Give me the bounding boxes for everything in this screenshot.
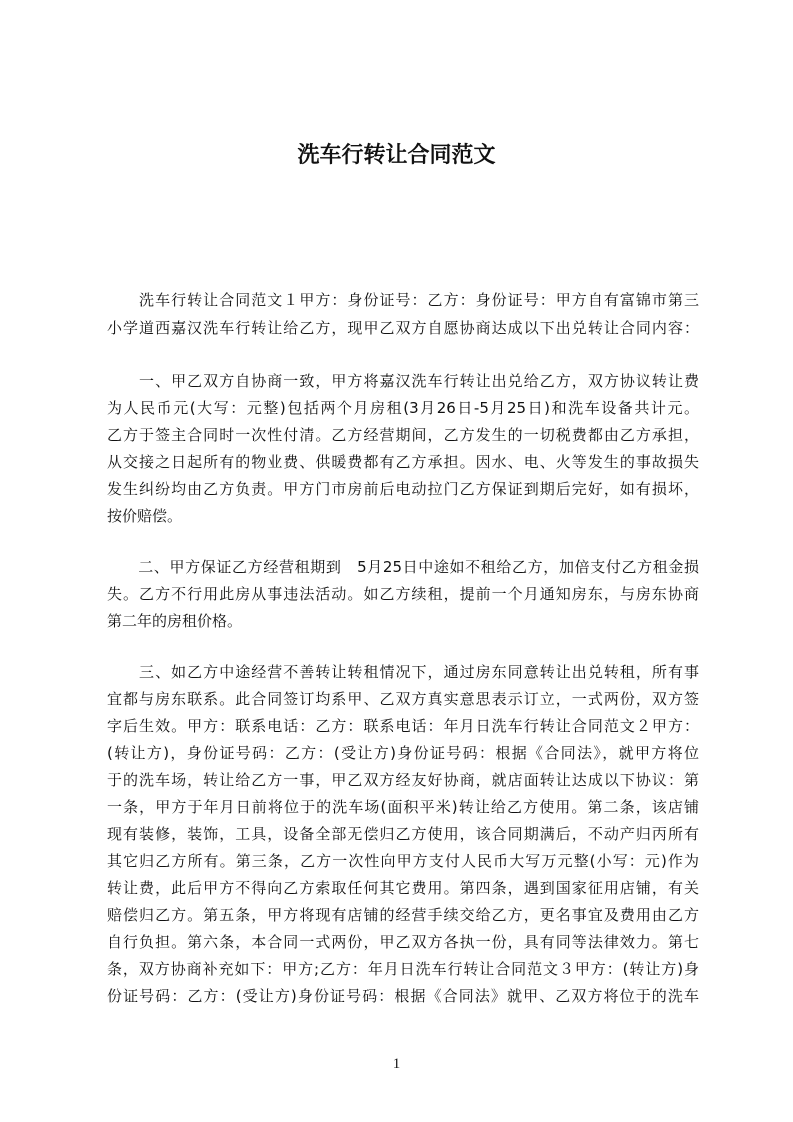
- page-number: 1: [392, 1056, 401, 1072]
- document-title: 洗车行转让合同范文: [297, 143, 496, 168]
- paragraph-4-line-10: 赔偿归乙方。第五条，甲方将现有店铺的经营手续交给乙方，更名事宜及费用由乙方: [107, 906, 699, 924]
- paragraph-2-line-4: 从交接之日起所有的物业费、供暖费都有乙方承担。因水、电、火等发生的事故损失: [107, 453, 699, 471]
- paragraph-4-line-13: 份证号码：乙方：(受让方)身份证号码：根据《合同法》就甲、乙双方将位于的洗车: [107, 987, 699, 1005]
- paragraph-2-line-6: 按价赔偿。: [107, 507, 183, 525]
- paragraph-3-line-2: 失。乙方不行用此房从事违法活动。如乙方续租，提前一个月通知房东，与房东协商: [107, 585, 699, 603]
- paragraph-4-line-5: 于的洗车场，转让给乙方一事，甲乙双方经友好协商，就店面转让达成以下协议：第: [107, 771, 699, 789]
- paragraph-4-line-8: 其它归乙方所有。第三条，乙方一次性向甲方支付人民币大写万元整(小写：元)作为: [107, 852, 699, 870]
- paragraph-4-line-1: 三、如乙方中途经营不善转让转租情况下，通过房东同意转让出兑转租，所有事: [107, 663, 699, 681]
- paragraph-3-line-1: 二、甲方保证乙方经营租期到 5月25日中途如不租给乙方，加倍支付乙方租金损: [107, 558, 699, 576]
- paragraph-1-line-2: 小学道西嘉汉洗车行转让给乙方，现甲乙双方自愿协商达成以下出兑转让合同内容：: [107, 319, 699, 337]
- paragraph-4-line-3: 字后生效。甲方：联系电话：乙方：联系电话：年月日洗车行转让合同范文２甲方：: [107, 717, 699, 735]
- paragraph-4-line-9: 转让费，此后甲方不得向乙方索取任何其它费用。第四条，遇到国家征用店铺，有关: [107, 879, 699, 897]
- paragraph-4-line-4: (转让方)，身份证号码：乙方：(受让方)身份证号码：根据《合同法》，就甲方将位: [107, 744, 699, 762]
- paragraph-4-line-7: 现有装修，装饰，工具，设备全部无偿归乙方使用，该合同期满后，不动产归丙所有: [107, 825, 699, 843]
- paragraph-4-line-11: 自行负担。第六条，本合同一式两份，甲乙双方各执一份，具有同等法律效力。第七: [107, 933, 699, 951]
- paragraph-4-line-12: 条，双方协商补充如下：甲方;乙方：年月日洗车行转让合同范文３甲方：(转让方)身: [107, 960, 699, 978]
- paragraph-1-line-1: 洗车行转让合同范文１甲方：身份证号：乙方：身份证号：甲方自有富锦市第三: [107, 291, 699, 309]
- paragraph-4-line-6: 一条，甲方于年月日前将位于的洗车场(面积平米)转让给乙方使用。第二条，该店铺: [107, 798, 699, 816]
- paragraph-2-line-2: 为人民币元(大写：元整)包括两个月房租(3月26日-5月25日)和洗车设备共计元。: [107, 399, 699, 417]
- paragraph-2-line-5: 发生纠纷均由乙方负责。甲方门市房前后电动拉门乙方保证到期后完好，如有损坏，: [107, 480, 699, 498]
- paragraph-4-line-2: 宜都与房东联系。此合同签订均系甲、乙双方真实意思表示订立，一式两份，双方签: [107, 690, 699, 708]
- paragraph-2-line-1: 一、甲乙双方自协商一致，甲方将嘉汉洗车行转让出兑给乙方，双方协议转让费: [107, 372, 699, 390]
- paragraph-2-line-3: 乙方于签主合同时一次性付清。乙方经营期间，乙方发生的一切税费都由乙方承担，: [107, 426, 699, 444]
- paragraph-3-line-3: 第二年的房租价格。: [107, 612, 243, 630]
